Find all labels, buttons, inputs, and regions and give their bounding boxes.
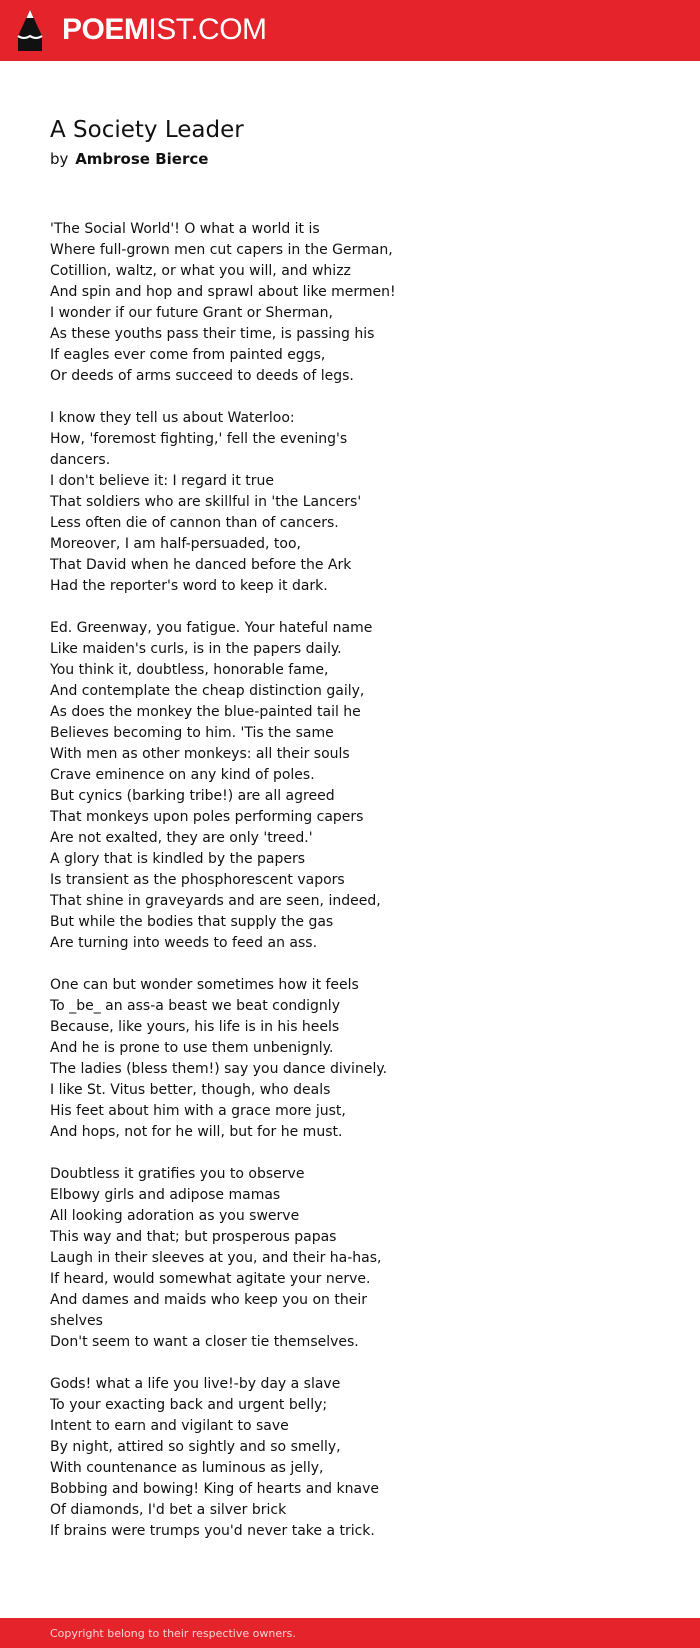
poem-line: Crave eminence on any kind of poles. (50, 767, 315, 783)
poem-line: I like St. Vitus better, though, who deals (50, 1082, 331, 1098)
poem-line: Intent to earn and vigilant to save (50, 1418, 289, 1434)
poem-line: Ed. Greenway, you fatigue. Your hateful name (50, 620, 373, 636)
poem-line: That shine in graveyards and are seen, indeed, (50, 893, 381, 909)
poem-line: If brains were trumps you'd never take a trick. (50, 1523, 375, 1539)
poem-line: You think it, doubtless, honorable fame, (50, 662, 329, 678)
poem-line: But while the bodies that supply the gas (50, 914, 334, 930)
poem-line: To _be_ an ass-a beast we beat condignly (50, 998, 340, 1014)
site-header (0, 0, 700, 61)
poem-line: Are turning into weeds to feed an ass. (50, 935, 318, 951)
poem-line: shelves (50, 1313, 103, 1329)
poem-line: I wonder if our future Grant or Sherman, (50, 305, 333, 321)
poem-stanza (50, 1374, 660, 1542)
poem-line: Are not exalted, they are only 'treed.' (50, 830, 313, 846)
poem-line: This way and that; but prosperous papas (50, 1229, 337, 1245)
site-logo-text[interactable] (62, 12, 267, 48)
poem-line: dancers. (50, 452, 111, 468)
poem-byline (50, 148, 208, 170)
poem-line: That David when he danced before the Ark (50, 557, 352, 573)
poem-line: And spin and hop and sprawl about like mermen! (50, 284, 396, 300)
poem-line: All looking adoration as you swerve (50, 1208, 300, 1224)
poem-line: Moreover, I am half-persuaded, too, (50, 536, 301, 552)
poem-line: His feet about him with a grace more just, (50, 1103, 346, 1119)
poem-line: Where full-grown men cut capers in the German, (50, 242, 393, 258)
poem-line: As these youths pass their time, is passing his (50, 326, 375, 342)
poem-line: How, 'foremost fighting,' fell the evening's (50, 431, 348, 447)
poem-line: But cynics (barking tribe!) are all agreed (50, 788, 335, 804)
author-link[interactable]: Ambrose Bierce (75, 150, 209, 168)
poem-line: Or deeds of arms succeed to deeds of legs. (50, 368, 354, 384)
poem-line: Is transient as the phosphorescent vapors (50, 872, 345, 888)
poem-line: Gods! what a life you live!-by day a slave (50, 1376, 341, 1392)
poem-line: To your exacting back and urgent belly; (50, 1397, 328, 1413)
poem-stanza (50, 975, 660, 1143)
poem-line: Don't seem to want a closer tie themselves. (50, 1334, 359, 1350)
poem-line: I don't believe it: I regard it true (50, 473, 274, 489)
copyright-notice: Copyright belong to their respective owners. (50, 1627, 296, 1640)
poem-line: I know they tell us about Waterloo: (50, 410, 295, 426)
poem-line: Elbowy girls and adipose mamas (50, 1187, 281, 1203)
poem-line: If heard, would somewhat agitate your nerve. (50, 1271, 371, 1287)
poem-line: Had the reporter's word to keep it dark. (50, 578, 328, 594)
poem-line: Bobbing and bowing! King of hearts and knave (50, 1481, 379, 1497)
poem-title: A Society Leader (50, 117, 244, 143)
poem-stanza (50, 408, 660, 597)
poem-line: Because, like yours, his life is in his heels (50, 1019, 340, 1035)
poem-line: 'The Social World'! O what a world it is (50, 221, 320, 237)
poem-line: The ladies (bless them!) say you dance divinely. (50, 1061, 388, 1077)
poem-line: Of diamonds, I'd bet a silver brick (50, 1502, 287, 1518)
site-name-bold: POEM (62, 13, 149, 46)
poem-line: And hops, not for he will, but for he must. (50, 1124, 343, 1140)
poem-line: Like maiden's curls, is in the papers daily. (50, 641, 342, 657)
poem-line: And contemplate the cheap distinction gaily, (50, 683, 365, 699)
poem-line: With men as other monkeys: all their souls (50, 746, 350, 762)
poem-stanza (50, 1164, 660, 1353)
poem-line: Laugh in their sleeves at you, and their ha-has, (50, 1250, 382, 1266)
poem-line: If eagles ever come from painted eggs, (50, 347, 326, 363)
pencil-tip-icon[interactable] (16, 9, 44, 52)
poem-line: A glory that is kindled by the papers (50, 851, 306, 867)
poem-line: Cotillion, waltz, or what you will, and whizz (50, 263, 351, 279)
poem-stanza (50, 618, 660, 954)
poem-line: By night, attired so sightly and so smelly, (50, 1439, 341, 1455)
poem-line: And he is prone to use them unbenignly. (50, 1040, 334, 1056)
poem-line: One can but wonder sometimes how it feels (50, 977, 359, 993)
poem-line: With countenance as luminous as jelly, (50, 1460, 324, 1476)
poem-line: Doubtless it gratifies you to observe (50, 1166, 305, 1182)
poem-body (50, 219, 660, 1563)
poem-line: That monkeys upon poles performing capers (50, 809, 364, 825)
poem-line: Less often die of cannon than of cancers. (50, 515, 339, 531)
poem-line: And dames and maids who keep you on their (50, 1292, 367, 1308)
site-name-light: IST.COM (148, 13, 267, 46)
by-label: by (50, 150, 69, 168)
poem-line: Believes becoming to him. 'Tis the same (50, 725, 334, 741)
poem-line: As does the monkey the blue-painted tail he (50, 704, 361, 720)
poem-stanza (50, 219, 660, 387)
poem-line: That soldiers who are skillful in 'the Lancers' (50, 494, 362, 510)
site-footer (0, 1618, 700, 1648)
